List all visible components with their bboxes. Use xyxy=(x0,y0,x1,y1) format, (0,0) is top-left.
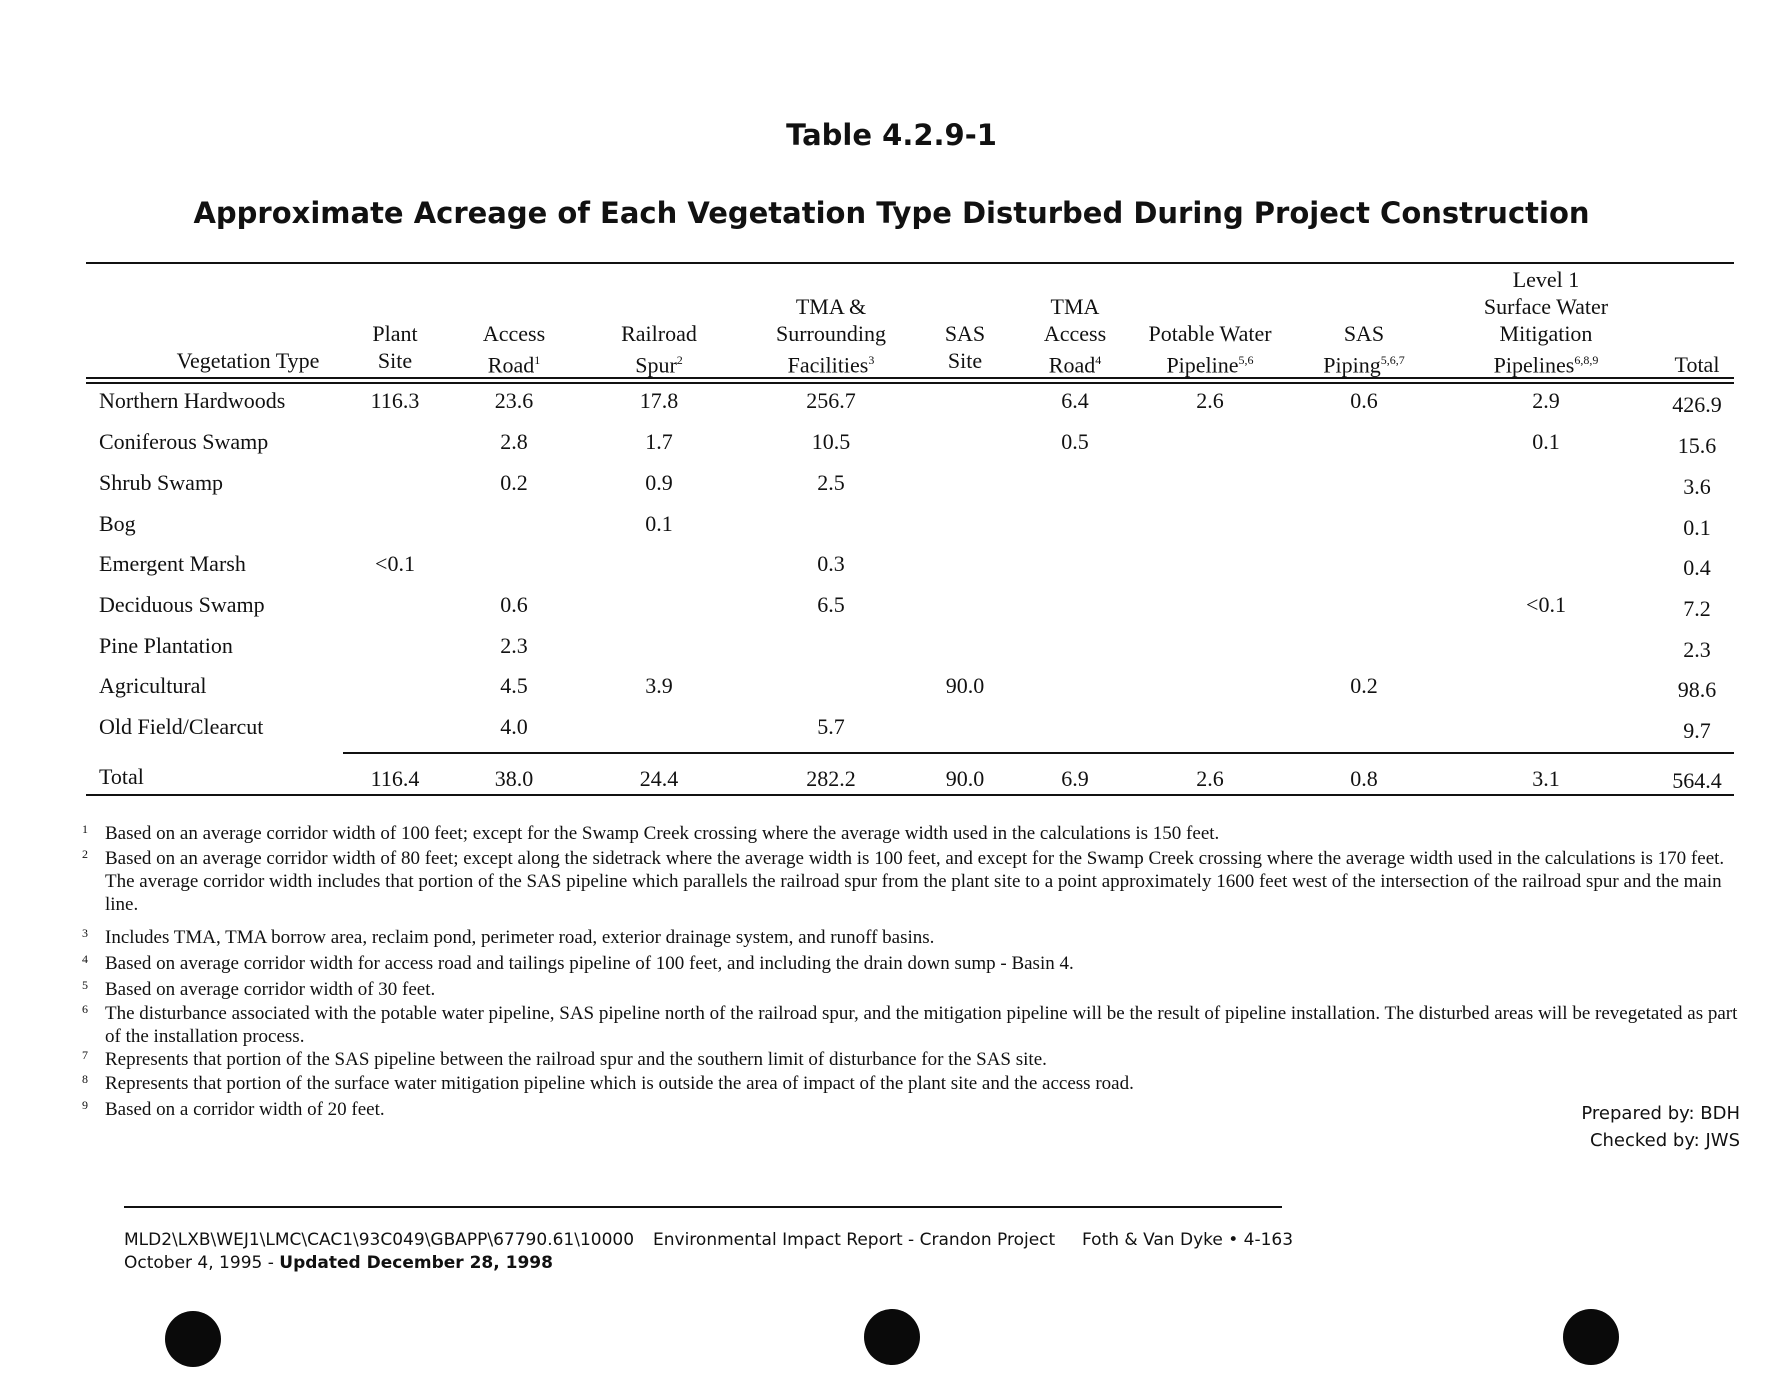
cell-tma-access-road: 0.5 xyxy=(1061,429,1089,454)
cell-railroad-spur: 3.9 xyxy=(645,673,673,698)
header-line: Facilities$^3$ xyxy=(787,352,875,378)
cell-sas-piping: 0.6 xyxy=(1350,388,1378,413)
footnote-marker: 5 xyxy=(82,978,88,992)
total-label: Total xyxy=(99,764,144,789)
total-railroad-spur: 24.4 xyxy=(639,766,679,791)
footnote xyxy=(82,952,1742,975)
row-label: Coniferous Swamp xyxy=(99,429,269,454)
file-path: MLD2\LXB\WEJ1\LMC\CAC1\93C049\GBAPP\67790.61\10000 xyxy=(124,1230,635,1250)
cell-access-road: 4.0 xyxy=(500,714,528,739)
cell-access-road: 0.6 xyxy=(500,592,528,617)
cell-tma-access-road: 6.4 xyxy=(1061,388,1089,413)
footnote xyxy=(82,822,1742,845)
total-potable-water-pipeline: 2.6 xyxy=(1196,766,1224,791)
header-line: Access xyxy=(1043,321,1107,346)
cell-tma-facilities: 10.5 xyxy=(811,429,851,454)
total-tma-facilities: 282.2 xyxy=(806,766,856,791)
cell-railroad-spur: 0.9 xyxy=(645,470,673,495)
row-label: Deciduous Swamp xyxy=(99,592,265,617)
cell-tma-facilities: 6.5 xyxy=(817,592,845,617)
cell-railroad-spur: 1.7 xyxy=(645,429,673,454)
footnote-text: The disturbance associated with the potable water pipeline, SAS pipeline north of the railroad spur, and the mitigation pipeline will be the result of pipeline installation. The disturbed areas will be revegetated as part of the installation process. xyxy=(105,1003,1738,1047)
updated-date: Updated December 28, 1998 xyxy=(279,1253,553,1273)
row-label: Bog xyxy=(99,511,136,536)
header-line: Potable Water xyxy=(1148,321,1272,346)
total-tma-access-road: 6.9 xyxy=(1061,766,1089,791)
header-line: TMA & xyxy=(795,294,867,319)
header-sas-piping xyxy=(1274,320,1454,378)
cell-access-road: 23.6 xyxy=(494,388,534,413)
cell-tma-facilities: 2.5 xyxy=(817,470,845,495)
total-sas-piping: 0.8 xyxy=(1350,766,1378,791)
footnote xyxy=(82,1072,1742,1095)
cell-mitigation-pipelines: 2.9 xyxy=(1532,388,1560,413)
footnote xyxy=(82,1048,1742,1071)
total-sas-site: 90.0 xyxy=(945,766,985,791)
row-label: Pine Plantation xyxy=(99,633,233,658)
total-total: 564.4 xyxy=(1672,768,1722,793)
cell-total: 2.3 xyxy=(1683,637,1711,662)
footnote-marker: 4 xyxy=(82,952,88,966)
footnote-text: Represents that portion of the surface water mitigation pipeline which is outside the area of impact of the plant site and the access road. xyxy=(105,1073,1134,1094)
row-label: Emergent Marsh xyxy=(99,551,246,576)
table-bottom-rule xyxy=(86,794,1734,796)
header-line: Road$^4$ xyxy=(1048,352,1102,378)
footnote-marker: 9 xyxy=(82,1098,88,1112)
cell-total: 0.1 xyxy=(1683,515,1711,540)
header-line: Site xyxy=(947,348,983,373)
total-mitigation-pipelines: 3.1 xyxy=(1532,766,1560,791)
original-date: October 4, 1995 - xyxy=(124,1253,280,1273)
header-line: Total xyxy=(1674,352,1720,377)
cell-tma-facilities: 0.3 xyxy=(817,551,845,576)
header-line: Vegetation Type xyxy=(176,348,320,373)
header-double-rule-lower xyxy=(86,382,1734,384)
cell-total: 98.6 xyxy=(1677,677,1717,702)
footnote-text: Based on an average corridor width of 80 feet; except along the sidetrack where the average width is 100 feet, and except for the Swamp Creek crossing where the average width used in the calculations is 170 feet. The average corridor width includes that portion of the SAS pipeline which parallels the railroad spur from the plant site to a point approximately 1600 feet west of the intersection of the railroad spur and the main line. xyxy=(105,848,1725,915)
footnote-text: Based on a corridor width of 20 feet. xyxy=(105,1099,385,1120)
total-plant-site: 116.4 xyxy=(370,766,420,791)
binder-hole-left xyxy=(165,1311,221,1367)
binder-hole-center xyxy=(864,1309,920,1365)
row-label: Northern Hardwoods xyxy=(99,388,286,413)
header-line: Pipelines$^{6,8,9}$ xyxy=(1493,352,1599,378)
footnote xyxy=(82,978,1742,1001)
cell-railroad-spur: 17.8 xyxy=(639,388,679,413)
table-title: Approximate Acreage of Each Vegetation Type Disturbed During Project Construction xyxy=(193,196,1590,230)
document-date xyxy=(124,1253,553,1273)
cell-plant-site: <0.1 xyxy=(375,551,415,576)
header-line: Mitigation xyxy=(1499,321,1593,346)
footnote-text: Based on average corridor width of 30 feet. xyxy=(105,979,436,1000)
header-line: Surface Water xyxy=(1483,294,1609,319)
cell-plant-site: 116.3 xyxy=(370,388,420,413)
cell-access-road: 2.8 xyxy=(500,429,528,454)
cell-tma-facilities: 5.7 xyxy=(817,714,845,739)
header-line: Site xyxy=(377,348,413,373)
cell-total: 3.6 xyxy=(1683,474,1711,499)
report-name: Environmental Impact Report - Crandon Project xyxy=(653,1230,1056,1250)
header-line: TMA xyxy=(1050,294,1100,319)
footnote-text: Includes TMA, TMA borrow area, reclaim pond, perimeter road, exterior drainage system, and runoff basins. xyxy=(105,927,935,948)
firm-page: Foth & Van Dyke • 4-163 xyxy=(1082,1230,1294,1250)
footnote-marker: 6 xyxy=(82,1002,88,1016)
header-line: SAS xyxy=(944,321,986,346)
cell-mitigation-pipelines: 0.1 xyxy=(1532,429,1560,454)
cell-mitigation-pipelines: <0.1 xyxy=(1526,592,1566,617)
header-line: Level 1 xyxy=(1512,267,1580,292)
checked-by: Checked by: JWS xyxy=(1589,1130,1740,1151)
table-top-rule xyxy=(86,262,1734,264)
cell-total: 9.7 xyxy=(1683,718,1711,743)
cell-access-road: 4.5 xyxy=(500,673,528,698)
cell-total: 0.4 xyxy=(1683,555,1711,580)
row-label: Old Field/Clearcut xyxy=(99,714,264,739)
footnote-marker: 8 xyxy=(82,1072,88,1086)
table-number: Table 4.2.9-1 xyxy=(786,118,997,152)
cell-railroad-spur: 0.1 xyxy=(645,511,673,536)
header-line: Access xyxy=(482,321,546,346)
footnote-marker: 1 xyxy=(82,822,88,836)
header-line: SAS xyxy=(1343,321,1385,346)
cell-potable-water-pipeline: 2.6 xyxy=(1196,388,1224,413)
footnote xyxy=(82,1002,1742,1048)
cell-tma-facilities: 256.7 xyxy=(806,388,856,413)
footnote xyxy=(82,926,1742,949)
header-potable-water-pipeline xyxy=(1120,320,1300,378)
footnote-text: Represents that portion of the SAS pipeline between the railroad spur and the southern limit of disturbance for the SAS site. xyxy=(105,1049,1047,1070)
footnote-text: Based on average corridor width for access road and tailings pipeline of 100 feet, and including the drain down sump - Basin 4. xyxy=(105,953,1074,974)
header-line: Piping$^{5,6,7}$ xyxy=(1323,352,1405,378)
cell-sas-piping: 0.2 xyxy=(1350,673,1378,698)
cell-sas-site: 90.0 xyxy=(945,673,985,698)
footer-rule xyxy=(124,1206,1282,1208)
total-rule xyxy=(343,752,1734,754)
header-line: Railroad xyxy=(621,321,697,346)
row-label: Agricultural xyxy=(99,673,207,698)
header-line: Surrounding xyxy=(776,321,886,346)
cell-total: 15.6 xyxy=(1677,433,1717,458)
header-line: Pipeline$^{5,6}$ xyxy=(1166,352,1254,378)
prepared-by: Prepared by: BDH xyxy=(1581,1103,1740,1124)
cell-total: 426.9 xyxy=(1672,392,1722,417)
footnote-marker: 3 xyxy=(82,926,88,940)
header-line: Road$^1$ xyxy=(487,352,541,378)
row-label: Shrub Swamp xyxy=(99,470,224,495)
footnote xyxy=(82,1098,1742,1121)
footnote-marker: 2 xyxy=(82,847,88,861)
footnote xyxy=(82,847,1742,916)
cell-access-road: 2.3 xyxy=(500,633,528,658)
header-total xyxy=(1607,351,1783,378)
header-line: Spur$^2$ xyxy=(635,352,683,378)
binder-hole-right xyxy=(1563,1309,1619,1365)
header-line: Plant xyxy=(372,321,418,346)
cell-total: 7.2 xyxy=(1683,596,1711,621)
footnote-text: Based on an average corridor width of 100 feet; except for the Swamp Creek crossing where the average width used in the calculations is 150 feet. xyxy=(105,823,1220,844)
header-railroad-spur xyxy=(569,320,749,378)
cell-access-road: 0.2 xyxy=(500,470,528,495)
footnote-marker: 7 xyxy=(82,1048,88,1062)
total-access-road: 38.0 xyxy=(494,766,534,791)
